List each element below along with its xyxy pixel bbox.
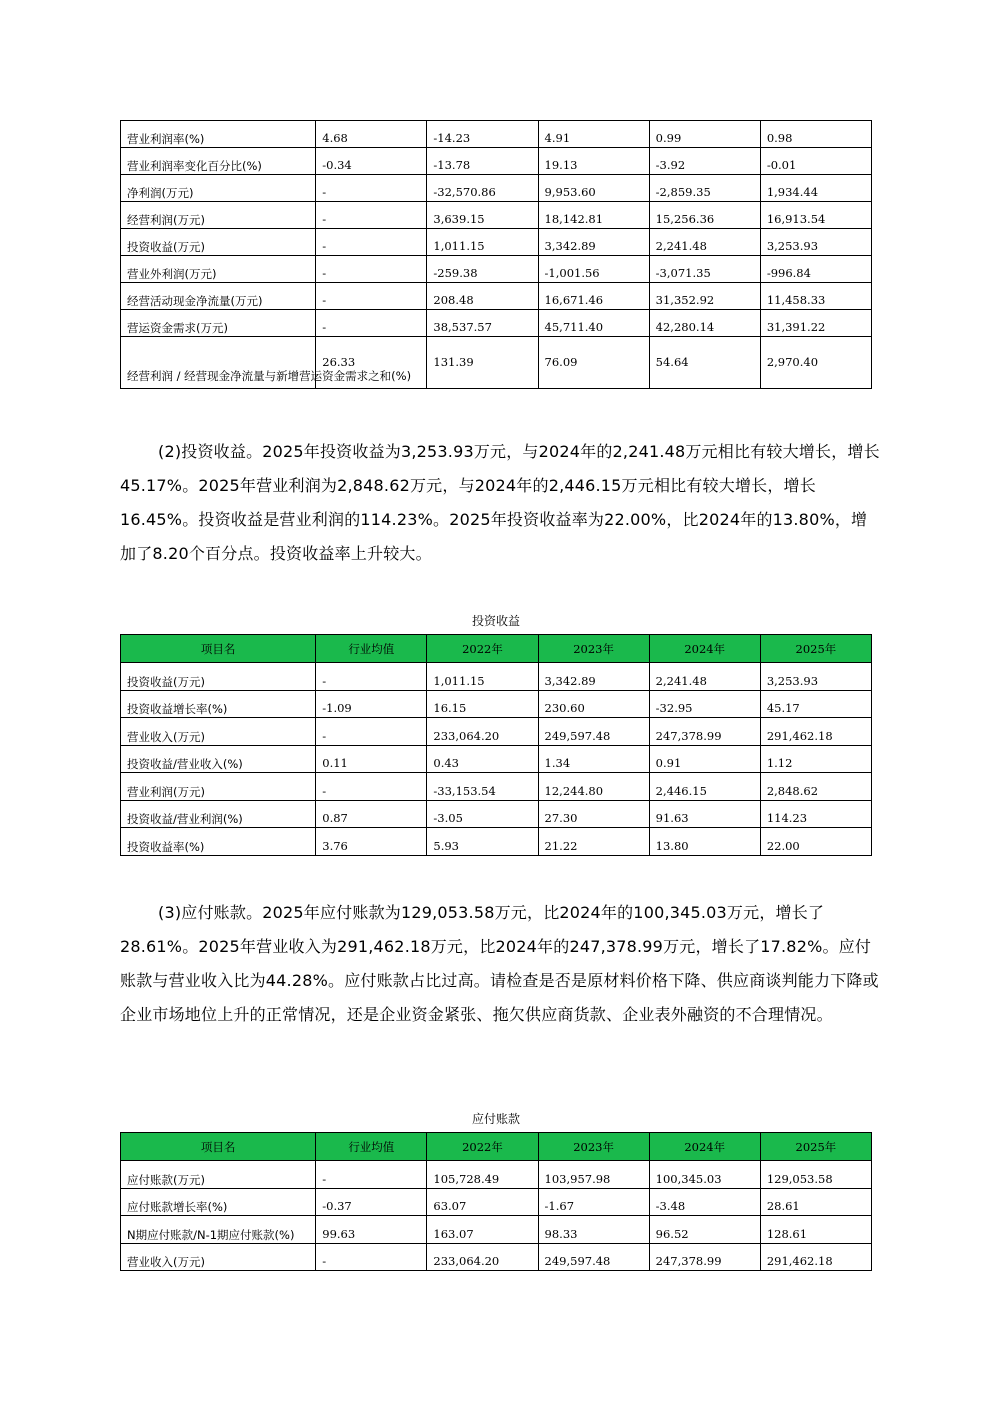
table-row xyxy=(121,256,872,283)
table-row xyxy=(121,1161,872,1189)
table-cell: 247,378.99 xyxy=(649,1243,760,1271)
table-cell: 100,345.03 xyxy=(649,1161,760,1189)
table-cell: - xyxy=(316,663,427,691)
table-cell: - xyxy=(316,1243,427,1271)
table-cell: -32,570.86 xyxy=(427,175,538,202)
table-row xyxy=(121,1216,872,1244)
table-cell: 91.63 xyxy=(649,800,760,828)
table-cell: 230.60 xyxy=(538,690,649,718)
table-row xyxy=(121,1243,872,1271)
table-row xyxy=(121,745,872,773)
header-item-name: 项目名 xyxy=(121,1133,316,1161)
table-cell: 76.09 xyxy=(538,337,649,389)
header-item-name: 项目名 xyxy=(121,635,316,663)
table-cell: 22.00 xyxy=(760,828,871,856)
table-cell: 3,639.15 xyxy=(427,202,538,229)
header-column: 2023年 xyxy=(538,1133,649,1161)
table-cell: 54.64 xyxy=(649,337,760,389)
table-row xyxy=(121,1188,872,1216)
row-label: 净利润(万元) xyxy=(121,175,316,202)
row-label: 经营活动现金净流量(万元) xyxy=(121,283,316,310)
table-cell: 45.17 xyxy=(760,690,871,718)
table-cell: 16,671.46 xyxy=(538,283,649,310)
table-cell: - xyxy=(316,256,427,283)
table-cell: 128.61 xyxy=(760,1216,871,1244)
header-column: 2023年 xyxy=(538,635,649,663)
table-cell: -259.38 xyxy=(427,256,538,283)
row-label: 营业利润率(%) xyxy=(121,121,316,148)
header-column: 2025年 xyxy=(760,635,871,663)
table-cell: 13.80 xyxy=(649,828,760,856)
header-column: 2022年 xyxy=(427,1133,538,1161)
table-cell: 16,913.54 xyxy=(760,202,871,229)
table-cell: 18,142.81 xyxy=(538,202,649,229)
table-cell: 2,241.48 xyxy=(649,229,760,256)
table-cell: 1.12 xyxy=(760,745,871,773)
table-cell: 1,011.15 xyxy=(427,229,538,256)
table-row xyxy=(121,718,872,746)
table-cell: 208.48 xyxy=(427,283,538,310)
table-row xyxy=(121,828,872,856)
table-cell: 103,957.98 xyxy=(538,1161,649,1189)
payable-table-caption: 应付账款 xyxy=(471,1112,520,1126)
row-label: 营业利润(万元) xyxy=(121,773,316,801)
table-row xyxy=(121,175,872,202)
header-column: 2025年 xyxy=(760,1133,871,1161)
table-cell: - xyxy=(316,773,427,801)
table-cell: 96.52 xyxy=(649,1216,760,1244)
row-label: 营业利润率变化百分比(%) xyxy=(121,148,316,175)
table-cell: -3.05 xyxy=(427,800,538,828)
table-cell: 15,256.36 xyxy=(649,202,760,229)
table-cell: 42,280.14 xyxy=(649,310,760,337)
table-cell: 45,711.40 xyxy=(538,310,649,337)
investment-income-table xyxy=(120,634,872,856)
table-cell: 12,244.80 xyxy=(538,773,649,801)
table-row xyxy=(121,690,872,718)
row-label: 投资收益/营业收入(%) xyxy=(121,745,316,773)
table-cell: 27.30 xyxy=(538,800,649,828)
paragraph-text: (3)应付账款。2025年应付账款为129,053.58万元，比2024年的100,345.03万元，增长了28.61%。2025年营业收入为291,462.18万元，比2024年的247,378.99万元，增长了17.82%。应付账款与营业收入比为44.28%。应付账款占比过高。请检查是否是原材料价格下降、供应商谈判能力下降或企业市场地位上升的正常情况，还是企业资金紧张、拖欠供应商货款、企业表外融资的不合理情况。 xyxy=(120,903,879,1024)
table-cell: 0.99 xyxy=(649,121,760,148)
table-cell: 3,342.89 xyxy=(538,229,649,256)
row-label: 营运资金需求(万元) xyxy=(121,310,316,337)
table-row xyxy=(121,283,872,310)
header-column: 2024年 xyxy=(649,1133,760,1161)
table-cell: -0.01 xyxy=(760,148,871,175)
table-cell: 31,352.92 xyxy=(649,283,760,310)
table-cell: 99.63 xyxy=(316,1216,427,1244)
table-cell: 247,378.99 xyxy=(649,718,760,746)
table-cell: -3.48 xyxy=(649,1188,760,1216)
table-cell: -1,001.56 xyxy=(538,256,649,283)
ratio-table xyxy=(120,120,872,389)
table-cell: - xyxy=(316,718,427,746)
table-cell: 1,934.44 xyxy=(760,175,871,202)
table-cell: - xyxy=(316,202,427,229)
table-cell: 38,537.57 xyxy=(427,310,538,337)
table-cell: 291,462.18 xyxy=(760,718,871,746)
table-cell: 1,011.15 xyxy=(427,663,538,691)
table-cell: -14.23 xyxy=(427,121,538,148)
table-cell: - xyxy=(316,229,427,256)
table-cell: 105,728.49 xyxy=(427,1161,538,1189)
table-cell: 98.33 xyxy=(538,1216,649,1244)
table-row xyxy=(121,337,872,389)
table-cell: -13.78 xyxy=(427,148,538,175)
table-cell: 1.34 xyxy=(538,745,649,773)
table-row xyxy=(121,229,872,256)
header-column: 行业均值 xyxy=(316,1133,427,1161)
row-label: 营业收入(万元) xyxy=(121,718,316,746)
row-label: N期应付账款/N-1期应付账款(%) xyxy=(121,1216,316,1244)
table-cell: -0.37 xyxy=(316,1188,427,1216)
table-cell: - xyxy=(316,1161,427,1189)
table-cell: 16.15 xyxy=(427,690,538,718)
table-cell: 9,953.60 xyxy=(538,175,649,202)
accounts-payable-table xyxy=(120,1132,872,1271)
row-label: 投资收益(万元) xyxy=(121,663,316,691)
header-column: 行业均值 xyxy=(316,635,427,663)
table-cell: -33,153.54 xyxy=(427,773,538,801)
table-cell: -0.34 xyxy=(316,148,427,175)
row-label: 营业外利润(万元) xyxy=(121,256,316,283)
table-cell: 0.43 xyxy=(427,745,538,773)
table-cell: 3.76 xyxy=(316,828,427,856)
investment-table-caption: 投资收益 xyxy=(471,614,520,628)
table-cell: 3,342.89 xyxy=(538,663,649,691)
table-cell: 2,446.15 xyxy=(649,773,760,801)
row-label: 投资收益/营业利润(%) xyxy=(121,800,316,828)
table-cell: -1.67 xyxy=(538,1188,649,1216)
table-cell: 249,597.48 xyxy=(538,718,649,746)
row-label: 投资收益增长率(%) xyxy=(121,690,316,718)
table-cell: 0.11 xyxy=(316,745,427,773)
table-cell: 4.91 xyxy=(538,121,649,148)
table-row xyxy=(121,663,872,691)
table-cell: 233,064.20 xyxy=(427,718,538,746)
table-cell: -1.09 xyxy=(316,690,427,718)
table-row xyxy=(121,773,872,801)
table-cell: 249,597.48 xyxy=(538,1243,649,1271)
table-cell: 2,970.40 xyxy=(760,337,871,389)
investment-income-paragraph xyxy=(120,435,880,571)
table-cell: 63.07 xyxy=(427,1188,538,1216)
row-label: 应付账款(万元) xyxy=(121,1161,316,1189)
table-cell: -2,859.35 xyxy=(649,175,760,202)
table-cell: 4.68 xyxy=(316,121,427,148)
table-cell: 0.98 xyxy=(760,121,871,148)
table-row xyxy=(121,121,872,148)
table-row xyxy=(121,310,872,337)
header-column: 2024年 xyxy=(649,635,760,663)
table-cell: - xyxy=(316,310,427,337)
table-cell: -3,071.35 xyxy=(649,256,760,283)
table-cell: 0.91 xyxy=(649,745,760,773)
table-cell: -996.84 xyxy=(760,256,871,283)
table-cell: 2,848.62 xyxy=(760,773,871,801)
table-cell: 19.13 xyxy=(538,148,649,175)
table-cell: - xyxy=(316,175,427,202)
table-cell: 0.87 xyxy=(316,800,427,828)
row-label: 经营利润(万元) xyxy=(121,202,316,229)
table-cell: 3,253.93 xyxy=(760,663,871,691)
table-cell: 11,458.33 xyxy=(760,283,871,310)
table-cell: 31,391.22 xyxy=(760,310,871,337)
accounts-payable-paragraph xyxy=(120,896,880,1032)
table-cell: 163.07 xyxy=(427,1216,538,1244)
table-cell: 21.22 xyxy=(538,828,649,856)
table-row xyxy=(121,202,872,229)
table-cell: 28.61 xyxy=(760,1188,871,1216)
table-cell: 2,241.48 xyxy=(649,663,760,691)
table-cell: 26.33 xyxy=(316,337,427,389)
table-row xyxy=(121,800,872,828)
row-label: 投资收益(万元) xyxy=(121,229,316,256)
table-cell: - xyxy=(316,283,427,310)
table-cell: -32.95 xyxy=(649,690,760,718)
table-cell: -3.92 xyxy=(649,148,760,175)
table-cell: 291,462.18 xyxy=(760,1243,871,1271)
table-cell: 3,253.93 xyxy=(760,229,871,256)
table-row xyxy=(121,148,872,175)
row-label: 营业收入(万元) xyxy=(121,1243,316,1271)
row-label: 投资收益率(%) xyxy=(121,828,316,856)
table-cell: 129,053.58 xyxy=(760,1161,871,1189)
table-cell: 233,064.20 xyxy=(427,1243,538,1271)
table-cell: 114.23 xyxy=(760,800,871,828)
table-cell: 131.39 xyxy=(427,337,538,389)
row-label: 应付账款增长率(%) xyxy=(121,1188,316,1216)
paragraph-text: (2)投资收益。2025年投资收益为3,253.93万元，与2024年的2,241.48万元相比有较大增长，增长45.17%。2025年营业利润为2,848.62万元，与2024年的2,446.15万元相比有较大增长，增长16.45%。投资收益是营业利润的114.23%。2025年投资收益率为22.00%，比2024年的13.80%，增加了8.20个百分点。投资收益率上升较大。 xyxy=(120,442,880,563)
row-label: 经营利润 / 经营现金净流量与新增营运资金需求之和(%) xyxy=(121,337,316,389)
header-column: 2022年 xyxy=(427,635,538,663)
table-cell: 5.93 xyxy=(427,828,538,856)
